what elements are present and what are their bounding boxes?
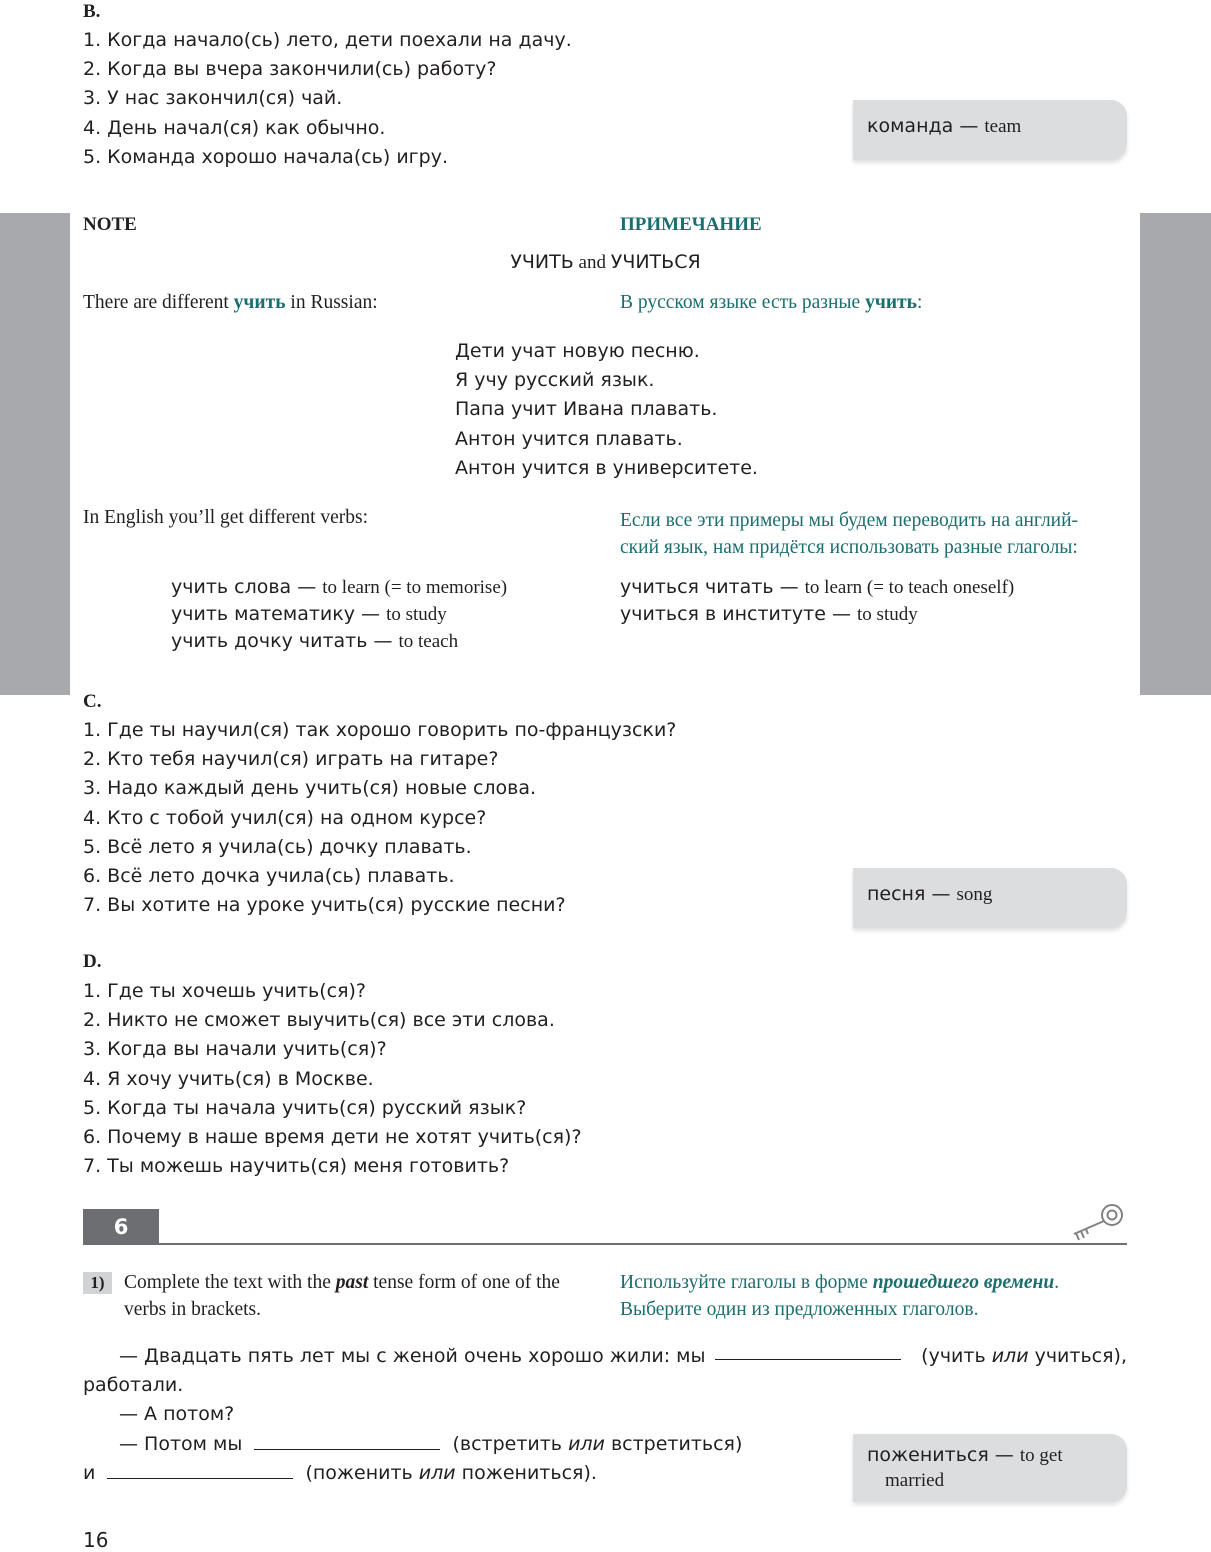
vocab-en: team [984, 116, 1022, 137]
section-c-label: C. [83, 691, 102, 712]
vocab-box-marry: пожениться — to get married [853, 1434, 1127, 1502]
list-item: 3. У нас закончил(ся) чай. [83, 87, 343, 110]
list-item: 5. Когда ты начала учить(ся) русский язык? [83, 1096, 527, 1119]
example-sentence: Я учу русский язык. [455, 369, 655, 392]
vocab-ru: песня — [867, 883, 957, 905]
note-title-ru: ПРИМЕЧАНИЕ [620, 214, 762, 235]
list-item: 3. Надо каждый день учить(ся) новые слова. [83, 777, 537, 800]
task-instructions-ru: Используйте глаголы в форме прошедшего времени. Выберите один из предложенных глаголов. [620, 1272, 1060, 1320]
note-intro-en: There are different учить in Russian: [83, 292, 378, 313]
list-item: 3. Когда вы начали учить(ся)? [83, 1038, 387, 1061]
page-number: 16 [83, 1528, 109, 1552]
verb-pair: учиться в институте — to study [620, 603, 918, 625]
note-heading: УЧИТЬ and УЧИТЬСЯ [510, 251, 701, 273]
note-side-bar-right [1140, 213, 1211, 695]
list-item: 7. Ты можешь научить(ся) меня готовить? [83, 1155, 510, 1178]
list-item: 2. Никто не сможет выучить(ся) все эти слова. [83, 1009, 555, 1032]
answer-blank[interactable] [715, 1342, 901, 1360]
verb-pair: учиться читать — to learn (= to teach oneself) [620, 576, 1015, 598]
list-item: 5. Команда хорошо начала(сь) игру. [83, 145, 449, 168]
task-instructions-en: Complete the text with the past tense form of one of the verbs in brackets. [124, 1272, 560, 1320]
vocab-ru: команда — [867, 115, 985, 137]
dialog-line: работали. [83, 1374, 184, 1397]
dialog-line: и (поженить или пожениться). [83, 1461, 597, 1484]
list-item: 1. Когда начало(сь) лето, дети поехали на дачу. [83, 29, 572, 51]
note-intro-ru: В русском языке есть разные учить: [620, 292, 923, 313]
verb-pair: учить дочку читать — to teach [171, 630, 459, 652]
example-sentence: Антон учится плавать. [455, 427, 683, 450]
exercise-rule [83, 1243, 1127, 1245]
section-c-list [83, 716, 676, 920]
dialog-line: — Потом мы (встретить или встретиться) [119, 1432, 743, 1455]
section-b-label: B. [83, 1, 101, 22]
note-right-pairs [620, 574, 1014, 628]
example-sentence: Антон учится в университете. [455, 456, 758, 479]
vocab-en: song [956, 884, 993, 905]
dialog-line: — А потом? [119, 1403, 235, 1426]
note-left-pairs [171, 574, 507, 655]
example-sentence: Дети учат новую песню. [455, 340, 700, 362]
list-item: 2. Когда вы вчера закончили(сь) работу? [83, 58, 497, 81]
note-side-bar-left [0, 213, 70, 695]
section-b-list [83, 26, 572, 172]
list-item: 7. Вы хотите на уроке учить(ся) русские песни? [83, 894, 566, 917]
verb-pair: учить математику — to study [171, 603, 447, 625]
list-item: 2. Кто тебя научил(ся) играть на гитаре? [83, 748, 499, 771]
vocab-ru: пожениться — [867, 1444, 1020, 1466]
answer-blank[interactable] [107, 1461, 293, 1479]
exercise-number-tab: 6 [83, 1209, 159, 1245]
verb-pair: учить слова — to learn (= to memorise) [171, 576, 508, 598]
note-english-en: In English you’ll get different verbs: [83, 507, 369, 528]
key-icon [1066, 1200, 1128, 1248]
section-d-list [83, 977, 582, 1181]
note-english-ru: Если все эти примеры мы будем переводить на англий- ский язык, нам придётся использовать разные глаголы: [620, 510, 1079, 558]
task-number-badge: 1) [83, 1272, 112, 1294]
note-title-en: NOTE [83, 214, 137, 235]
section-d-label: D. [83, 951, 102, 972]
list-item: 5. Всё лето я учила(сь) дочку плавать. [83, 835, 472, 858]
dialog-line: — Двадцать пять лет мы с женой очень хорошо жили: мы (учить или учиться), [83, 1342, 1127, 1371]
list-item: 1. Где ты хочешь учить(ся)? [83, 980, 367, 1002]
vocab-box-song [853, 868, 1127, 928]
answer-blank[interactable] [254, 1432, 440, 1450]
list-item: 4. День начал(ся) как обычно. [83, 116, 386, 139]
note-examples [455, 337, 758, 483]
example-sentence: Папа учит Ивана плавать. [455, 398, 718, 421]
vocab-en: to get [1019, 1445, 1063, 1466]
list-item: 6. Почему в наше время дети не хотят учить(ся)? [83, 1125, 582, 1148]
vocab-box-team [853, 100, 1127, 160]
list-item: 4. Я хочу учить(ся) в Москве. [83, 1067, 374, 1090]
list-item: 4. Кто с тобой учил(ся) на одном курсе? [83, 806, 487, 829]
list-item: 6. Всё лето дочка учила(сь) плавать. [83, 864, 455, 887]
list-item: 1. Где ты научил(ся) так хорошо говорить по-французски? [83, 719, 677, 741]
